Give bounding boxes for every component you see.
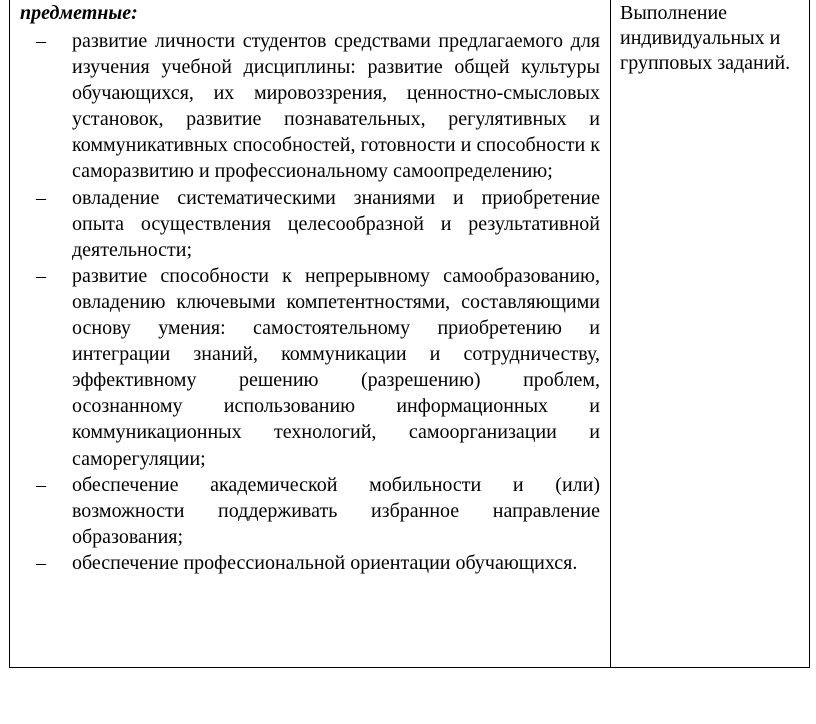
dash-marker: – [36,186,46,209]
dash-marker: – [36,30,46,52]
list-item [20,550,610,576]
list-item-text: развитие личности студентов средствами предлагаемого для изучения учебной дисциплины: развитие общей культуры обучающихся, их мировоззрения, ценностно-смысловых установок, развитие познавательных, регулятивных и коммуникативных способностей, готовности и способности к саморазвитию и профессиональному самоопределению; [72,30,600,183]
dash-marker: – [36,264,46,287]
list-item-text: обеспечение профессиональной ориентации обучающихся. [72,551,578,574]
bullet-list [20,28,610,576]
list-item [20,472,610,550]
document-table [9,0,810,668]
list-item-text: овладение систематическими знаниями и приобретение опыта осуществления целесообразной и результативной деятельности; [72,186,600,261]
list-item [20,185,610,263]
list-item [20,28,610,185]
dash-marker: – [36,551,46,574]
list-item-text: развитие способности к непрерывному самообразованию, овладению ключевыми компетентностями, составляющими основу умения: самостоятельному приобретению и интеграции знаний, коммуникации и сотрудничеству, эффективному решению (разрешению) проблем, осознанному использованию информационных и коммуникационных технологий, самоорганизации и саморегуляции; [72,264,600,470]
assessment-form-text: Выполнение индивидуальных и групповых заданий. [620,2,791,74]
list-item [20,263,610,472]
list-item-text: обеспечение академической мобильности и (или) возможности поддерживать избранное направление образования; [72,473,600,548]
right-cell [611,0,809,667]
left-cell [10,0,611,667]
section-heading: предметные: [20,2,138,24]
dash-marker: – [36,473,46,496]
